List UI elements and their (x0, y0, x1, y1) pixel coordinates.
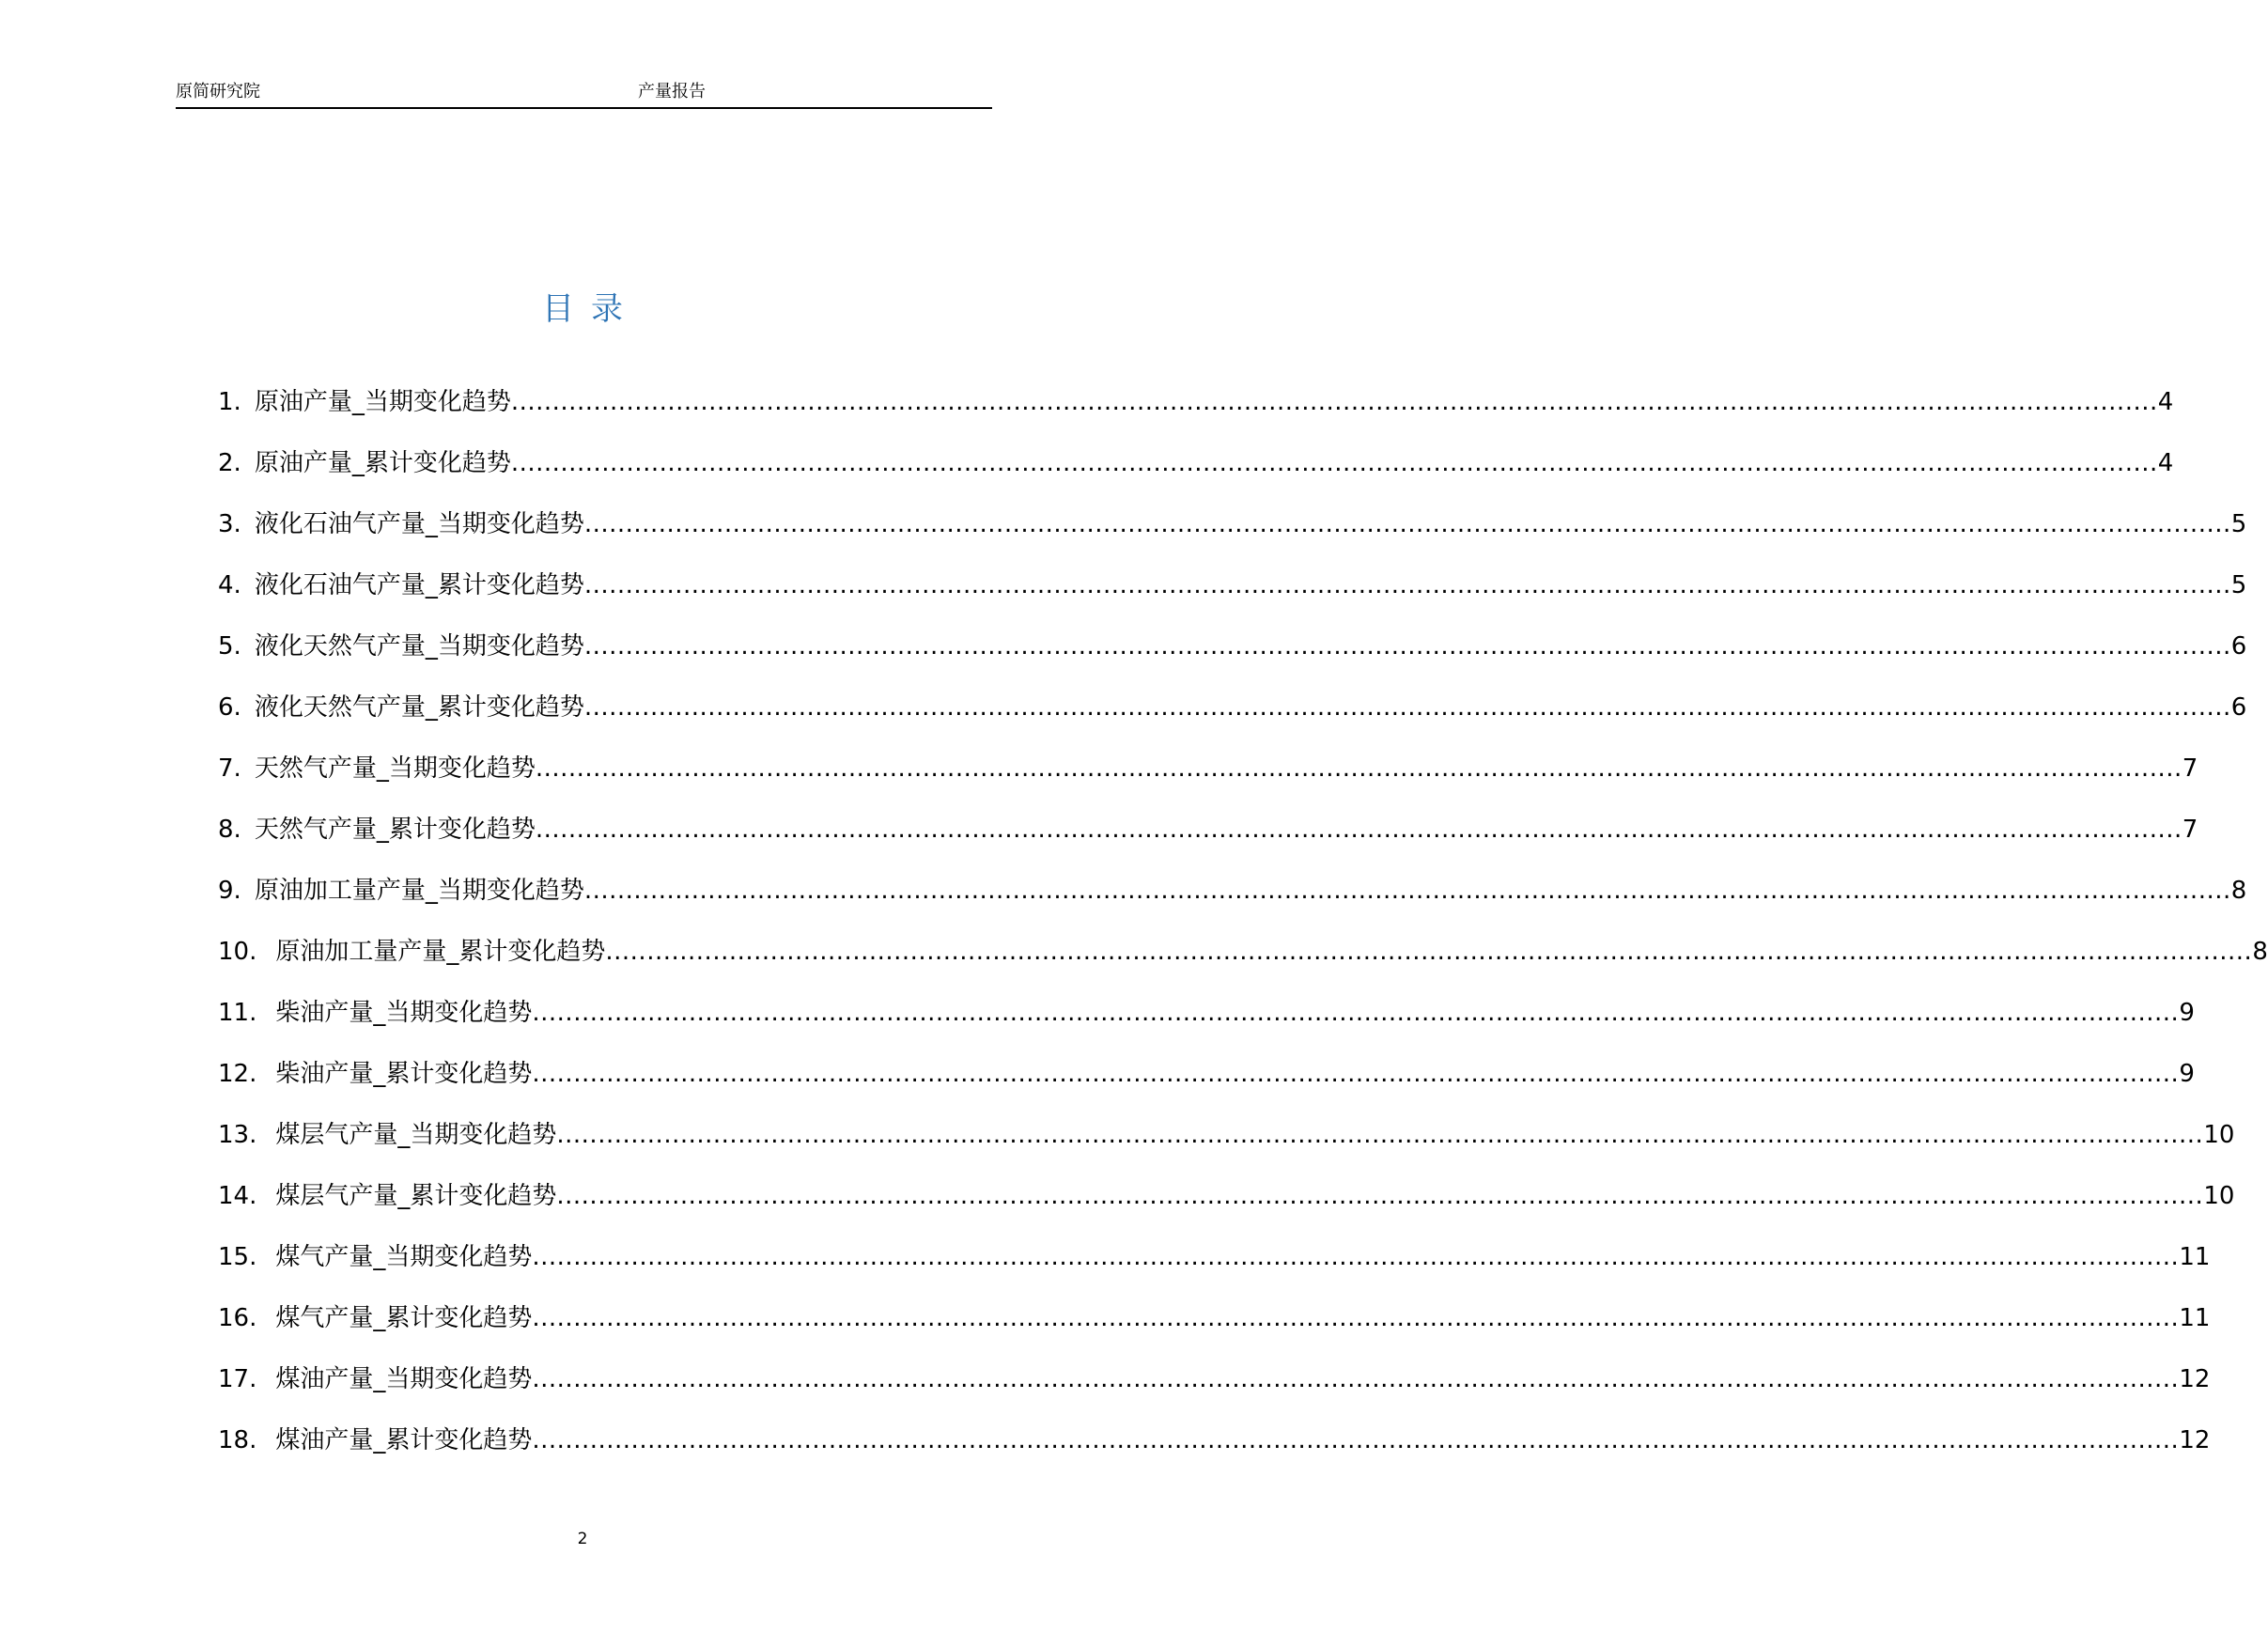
toc-entry-title: 煤气产量_当期变化趋势 (275, 1243, 533, 1271)
toc-entry-page: 5 (2230, 510, 2247, 538)
toc-entry-number: 13. (218, 1121, 257, 1149)
toc-dot-leader: ........................................................................................................................................................................................................ (532, 1243, 2180, 1271)
toc-dot-leader: ........................................................................................................................................................................................................ (532, 1060, 2180, 1088)
toc-entry-number: 18. (218, 1426, 257, 1454)
toc-entry-number: 1. (218, 388, 241, 416)
toc-entry[interactable] (218, 383, 2174, 444)
toc-entry-title: 原油产量_当期变化趋势 (254, 388, 511, 416)
toc-entry-page: 8 (2252, 938, 2268, 966)
page-header (176, 81, 992, 109)
toc-entry-number: 3. (218, 510, 241, 538)
toc-entry-page: 10 (2203, 1182, 2235, 1210)
toc-entry[interactable] (218, 628, 2247, 689)
toc-entry-page: 10 (2203, 1121, 2235, 1149)
toc-entry[interactable] (218, 1422, 2211, 1483)
toc-entry-title: 液化石油气产量_当期变化趋势 (254, 510, 584, 538)
toc-entry-title: 煤层气产量_累计变化趋势 (275, 1182, 557, 1210)
toc-entry-title: 煤气产量_累计变化趋势 (275, 1304, 533, 1332)
toc-entry[interactable] (218, 1055, 2195, 1116)
toc-title: 目录 (542, 290, 640, 328)
toc-dot-leader: ........................................................................................................................................................................................................ (535, 754, 2183, 783)
toc-entry-title: 煤层气产量_当期变化趋势 (275, 1121, 557, 1149)
toc-entry-number: 4. (218, 571, 241, 599)
toc-entry-number: 15. (218, 1243, 257, 1271)
toc-dot-leader: ........................................................................................................................................................................................................ (556, 1121, 2204, 1149)
toc-entry-title: 液化天然气产量_当期变化趋势 (254, 632, 584, 661)
toc-entry[interactable] (218, 567, 2247, 628)
toc-entry-title: 煤油产量_当期变化趋势 (275, 1365, 533, 1393)
toc-dot-leader: ........................................................................................................................................................................................................ (583, 571, 2231, 599)
toc-dot-leader: ........................................................................................................................................................................................................ (605, 938, 2253, 966)
toc-entry-number: 8. (218, 816, 241, 844)
toc-entry-title: 原油产量_累计变化趋势 (254, 449, 511, 477)
toc-entry-number: 10. (218, 938, 257, 966)
toc-entry[interactable] (218, 872, 2247, 933)
toc-entry-number: 9. (218, 877, 241, 905)
toc-entry-page: 9 (2179, 1060, 2195, 1088)
toc-dot-leader: ........................................................................................................................................................................................................ (583, 693, 2231, 722)
table-of-contents (218, 383, 2268, 1483)
toc-entry-title: 天然气产量_累计变化趋势 (254, 816, 536, 844)
toc-entry-page: 4 (2157, 388, 2174, 416)
toc-entry[interactable] (218, 689, 2247, 750)
toc-entry-number: 5. (218, 632, 241, 661)
toc-dot-leader: ........................................................................................................................................................................................................ (532, 1304, 2180, 1332)
header-doc-title: 产量报告 (638, 82, 706, 101)
toc-entry[interactable] (218, 444, 2174, 505)
toc-entry-page: 5 (2230, 571, 2247, 599)
toc-entry-title: 柴油产量_累计变化趋势 (275, 1060, 533, 1088)
toc-entry[interactable] (218, 933, 2268, 994)
toc-dot-leader: ........................................................................................................................................................................................................ (556, 1182, 2204, 1210)
toc-entry-number: 17. (218, 1365, 257, 1393)
toc-entry[interactable] (218, 1238, 2211, 1299)
toc-entry[interactable] (218, 505, 2247, 567)
toc-entry-title: 煤油产量_累计变化趋势 (275, 1426, 533, 1454)
toc-dot-leader: ........................................................................................................................................................................................................ (532, 1426, 2180, 1454)
toc-entry-page: 12 (2179, 1426, 2211, 1454)
toc-entry-page: 9 (2179, 999, 2195, 1027)
toc-entry[interactable] (218, 1177, 2235, 1238)
toc-entry-number: 16. (218, 1304, 257, 1332)
toc-entry[interactable] (218, 1116, 2235, 1177)
toc-entry-page: 11 (2179, 1243, 2211, 1271)
toc-entry-number: 12. (218, 1060, 257, 1088)
toc-entry-number: 14. (218, 1182, 257, 1210)
toc-dot-leader: ........................................................................................................................................................................................................ (535, 816, 2183, 844)
toc-entry[interactable] (218, 994, 2195, 1055)
toc-dot-leader: ........................................................................................................................................................................................................ (510, 388, 2158, 416)
toc-entry[interactable] (218, 1360, 2211, 1422)
toc-entry-page: 11 (2179, 1304, 2211, 1332)
toc-entry[interactable] (218, 811, 2198, 872)
toc-entry-page: 8 (2230, 877, 2247, 905)
toc-entry-number: 2. (218, 449, 241, 477)
toc-entry-title: 原油加工量产量_累计变化趋势 (275, 938, 606, 966)
toc-entry-page: 7 (2182, 816, 2198, 844)
toc-entry-title: 天然气产量_当期变化趋势 (254, 754, 536, 783)
toc-entry-title: 液化天然气产量_累计变化趋势 (254, 693, 584, 722)
toc-entry[interactable] (218, 1299, 2211, 1360)
toc-entry-number: 7. (218, 754, 241, 783)
toc-entry-page: 4 (2157, 449, 2174, 477)
header-org-name: 原简研究院 (176, 82, 260, 101)
toc-entry-number: 6. (218, 693, 241, 722)
page-number: 2 (577, 1530, 588, 1548)
toc-entry-title: 柴油产量_当期变化趋势 (275, 999, 533, 1027)
toc-entry-title: 液化石油气产量_累计变化趋势 (254, 571, 584, 599)
toc-entry-page: 6 (2230, 632, 2247, 661)
toc-dot-leader: ........................................................................................................................................................................................................ (583, 632, 2231, 661)
toc-entry-title: 原油加工量产量_当期变化趋势 (254, 877, 584, 905)
toc-entry-page: 7 (2182, 754, 2198, 783)
toc-dot-leader: ........................................................................................................................................................................................................ (532, 999, 2180, 1027)
toc-dot-leader: ........................................................................................................................................................................................................ (583, 510, 2231, 538)
toc-entry-page: 6 (2230, 693, 2247, 722)
toc-dot-leader: ........................................................................................................................................................................................................ (532, 1365, 2180, 1393)
toc-dot-leader: ........................................................................................................................................................................................................ (583, 877, 2231, 905)
toc-entry-number: 11. (218, 999, 257, 1027)
toc-entry-page: 12 (2179, 1365, 2211, 1393)
toc-dot-leader: ........................................................................................................................................................................................................ (510, 449, 2158, 477)
toc-entry[interactable] (218, 750, 2198, 811)
